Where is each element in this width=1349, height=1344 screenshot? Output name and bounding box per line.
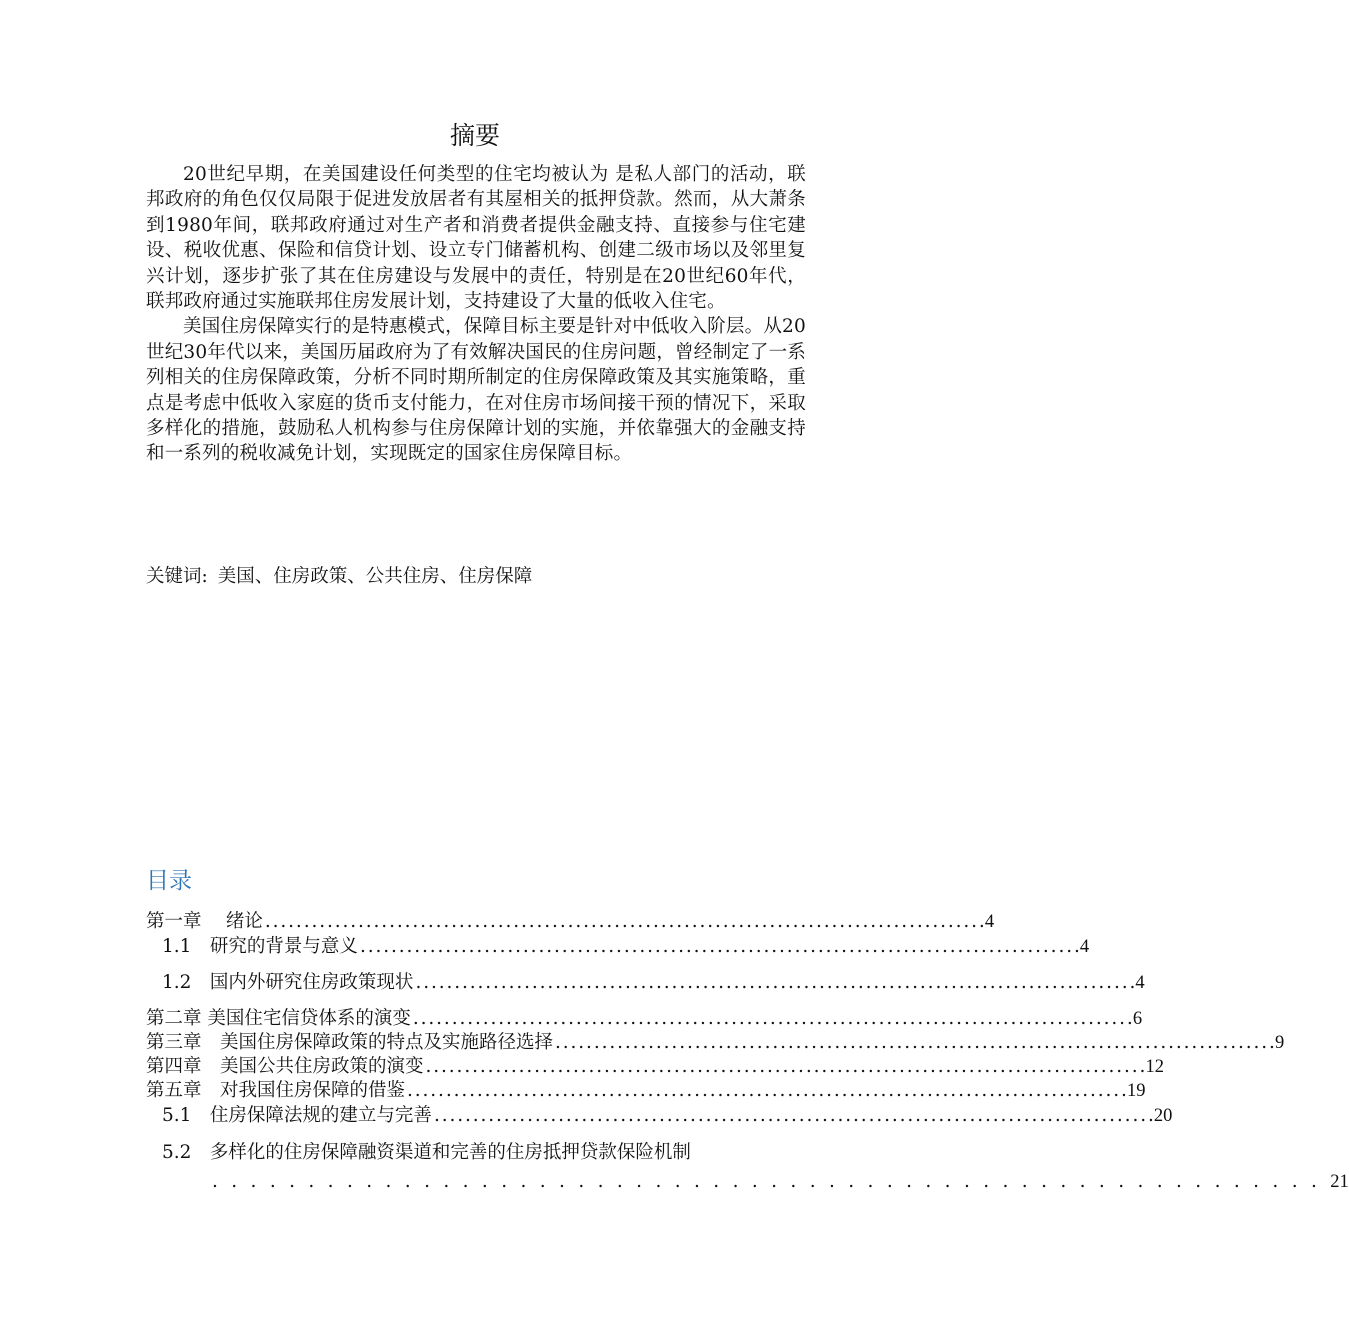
abstract-paragraph: 20世纪早期，在美国建设任何类型的住宅均被认为 是私人部门的活动，联邦政府的角色仅仅局限于促进发放居者有其屋相关的抵押贷款。然而，从大萧条到1980年间，联邦政府通过对生产者和消费者提供金融支持、直接参与住宅建设、税收优惠、保险和信贷计划、设立专门储蓄机构、创建二级市场以及邻里复兴计划，逐步扩张了其在住房建设与发展中的责任，特别是在20世纪60年代，联邦政府通过实施联邦住房发展计划，支持建设了大量的低收入住宅。 bbox=[146, 164, 806, 313]
toc-page-number: 12 bbox=[1145, 1057, 1164, 1077]
toc-page-number: 4 bbox=[984, 912, 995, 932]
toc-entry[interactable] bbox=[146, 910, 995, 934]
toc-dot-leader: .......................................................... bbox=[212, 1171, 1331, 1192]
toc-entry-label: 第三章 美国住房保障政策的特点及实施路径选择 bbox=[146, 1032, 554, 1053]
toc-entry-label: 第一章 绪论 bbox=[146, 911, 263, 932]
toc-entry-label: 第二章 美国住宅信贷体系的演变 bbox=[146, 1008, 411, 1029]
toc-entry[interactable] bbox=[146, 1079, 1146, 1103]
toc-entry-label: 第五章 对我国住房保障的借鉴 bbox=[146, 1080, 406, 1101]
toc-page-number: 9 bbox=[1274, 1033, 1285, 1053]
toc-dot-leader bbox=[360, 935, 1078, 959]
toc-page-number: 4 bbox=[1079, 937, 1090, 957]
toc-entry[interactable] bbox=[162, 1104, 1173, 1128]
toc-dot-leader bbox=[415, 971, 1133, 995]
toc-entry-label: 第四章 美国公共住房政策的演变 bbox=[146, 1056, 424, 1077]
toc-dot-leader bbox=[407, 1079, 1125, 1103]
toc-entry-label: 1.2 国内外研究住房政策现状 bbox=[162, 972, 414, 993]
toc-page-number: 19 bbox=[1126, 1081, 1146, 1101]
toc-page-number: 20 bbox=[1153, 1106, 1173, 1126]
keywords-value: 美国、住房政策、公共住房、住房保障 bbox=[217, 566, 533, 587]
toc-entry[interactable] bbox=[146, 1031, 1285, 1055]
toc-entry[interactable] bbox=[146, 1007, 1143, 1031]
toc-entry-wrapped-label[interactable]: 5.2 多样化的住房保障融资渠道和完善的住房抵押贷款保险机制 bbox=[162, 1142, 691, 1163]
toc-dot-leader bbox=[434, 1104, 1152, 1128]
toc-entry-label: 1.1 研究的背景与意义 bbox=[162, 936, 358, 957]
toc-entry[interactable] bbox=[162, 935, 1090, 959]
toc-page-number: 21 bbox=[1330, 1172, 1349, 1192]
toc-entry-label: 5.1 住房保障法规的建立与完善 bbox=[162, 1105, 432, 1126]
toc-entry[interactable] bbox=[146, 1055, 1164, 1079]
abstract-title: 摘要 bbox=[449, 121, 500, 150]
toc-dot-leader bbox=[555, 1031, 1273, 1055]
toc-dot-leader bbox=[265, 910, 983, 934]
keywords-label: 关键词: bbox=[146, 566, 208, 587]
abstract-body bbox=[146, 162, 806, 467]
toc-page-number: 4 bbox=[1135, 973, 1145, 993]
keywords bbox=[146, 564, 532, 590]
toc-entry-wrapped-leader[interactable] bbox=[212, 1170, 1349, 1194]
toc-entry[interactable] bbox=[162, 971, 1145, 995]
abstract-paragraph: 美国住房保障实行的是特惠模式，保障目标主要是针对中低收入阶层。从20世纪30年代以来，美国历届政府为了有效解决国民的住房问题，曾经制定了一系列相关的住房保障政策，分析不同时期所制定的住房保障政策及其实施策略，重点是考虑中低收入家庭的货币支付能力，在对住房市场间接干预的情况下，采取多样化的措施，鼓励私人机构参与住房保障计划的实施，并依靠强大的金融支持和一系列的税收减免计划，实现既定的国家住房保障目标。 bbox=[146, 316, 806, 465]
toc-dot-leader bbox=[413, 1007, 1131, 1031]
toc-dot-leader bbox=[426, 1055, 1144, 1079]
toc-heading: 目录 bbox=[146, 868, 192, 894]
toc-page-number: 6 bbox=[1132, 1009, 1143, 1029]
